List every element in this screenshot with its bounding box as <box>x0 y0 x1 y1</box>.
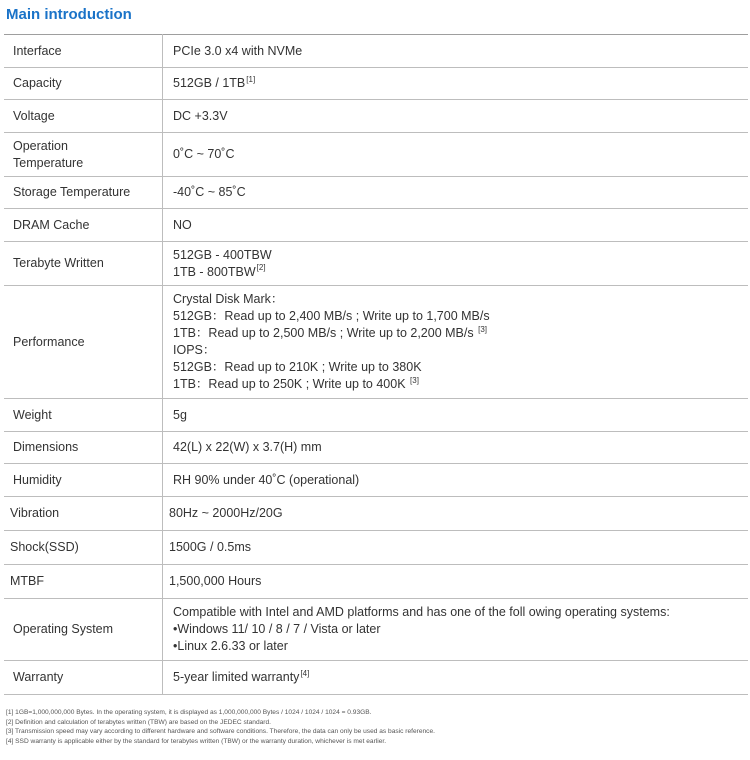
row-label: Warranty <box>4 661 163 695</box>
footnote-ref: [4] <box>300 668 310 678</box>
page-title: Main introduction <box>6 6 132 23</box>
value-line: IOPS： <box>173 343 216 357</box>
row-value: 1,500,000 Hours <box>163 565 749 599</box>
row-label: Interface <box>4 35 163 68</box>
row-value <box>163 68 749 100</box>
footnote-ref: [3] <box>410 375 419 385</box>
row-label: Vibration <box>4 497 163 531</box>
row-value: -40˚C ~ 85˚C <box>163 177 749 209</box>
table-row-operation-temperature <box>4 133 748 177</box>
row-value: 0˚C ~ 70˚C <box>163 133 749 177</box>
row-value: DC +3.3V <box>163 100 749 133</box>
row-label: Shock(SSD) <box>4 531 163 565</box>
value-text: 1TB：Read up to 2,500 MB/s ; Write up to 2,200 MB/s <box>173 326 474 340</box>
table-row-dimensions <box>4 432 748 464</box>
table-row-capacity <box>4 68 748 100</box>
table-row-shock <box>4 531 748 565</box>
table-row-voltage <box>4 100 748 133</box>
value-line: 512GB：Read up to 2,400 MB/s ; Write up to 1,700 MB/s <box>173 309 490 323</box>
table-row-performance <box>4 286 748 399</box>
table-row-mtbf <box>4 565 748 599</box>
row-label: Storage Temperature <box>4 177 163 209</box>
row-label: Capacity <box>4 68 163 100</box>
value-line: •Windows 11/ 10 / 8 / 7 / Vista or later <box>173 622 381 636</box>
footnote-ref: [2] <box>256 263 266 273</box>
footnote-4: [4] SSD warranty is applicable either by the standard for terabytes written (TBW) or the warranty duration, whichever is met earlier. <box>6 737 387 745</box>
footnote-1: [1] 1GB=1,000,000,000 Bytes. In the operating system, it is displayed as 1,000,000,000 Bytes / 1024 / 1024 / 1024 = 0.93GB. <box>6 709 372 716</box>
row-value: NO <box>163 209 749 242</box>
capacity-value: 512GB / 1TB <box>173 76 246 90</box>
spec-table <box>4 34 748 695</box>
value-line <box>173 376 747 393</box>
row-value <box>163 661 749 695</box>
row-label: Dimensions <box>4 432 163 464</box>
table-row-operating-system <box>4 599 748 661</box>
value-text: 1TB - 800TBW <box>173 264 256 279</box>
row-label: Performance <box>4 286 163 399</box>
label-line: Temperature <box>13 155 84 170</box>
row-value: RH 90% under 40˚C (operational) <box>163 464 749 497</box>
row-label: Weight <box>4 399 163 432</box>
footnote-3: [3] Transmission speed may vary according to different hardware and software conditions. Therefore, the data can only be used as basic reference. <box>6 728 435 735</box>
row-label: Voltage <box>4 100 163 133</box>
row-label: MTBF <box>4 565 163 599</box>
row-value: 80Hz ~ 2000Hz/20G <box>163 497 749 531</box>
row-value: 42(L) x 22(W) x 3.7(H) mm <box>163 432 749 464</box>
table-row-interface <box>4 35 748 68</box>
footnotes <box>6 708 435 746</box>
row-value <box>163 599 749 661</box>
row-value: 1500G / 0.5ms <box>163 531 749 565</box>
footnote-2: [2] Definition and calculation of terabytes written (TBW) are based on the JEDEC standard. <box>6 718 271 726</box>
value-line <box>173 325 747 342</box>
table-row-vibration <box>4 497 748 531</box>
footnote-ref: [3] <box>478 324 488 334</box>
value-line: •Linux 2.6.33 or later <box>173 639 288 653</box>
row-value: PCIe 3.0 x4 with NVMe <box>163 35 749 68</box>
value-line: 512GB - 400TBW <box>173 247 272 262</box>
value-line: Compatible with Intel and AMD platforms and has one of the foll owing operating systems: <box>173 605 670 619</box>
row-label: Humidity <box>4 464 163 497</box>
row-label: Operating System <box>4 599 163 661</box>
row-label: DRAM Cache <box>4 209 163 242</box>
row-label: Terabyte Written <box>4 242 163 286</box>
table-row-storage-temperature <box>4 177 748 209</box>
warranty-value: 5-year limited warranty <box>173 670 300 684</box>
table-row-humidity <box>4 464 748 497</box>
row-value: 5g <box>163 399 749 432</box>
table-row-weight <box>4 399 748 432</box>
value-line: 512GB：Read up to 210K ; Write up to 380K <box>173 360 422 374</box>
footnote-ref: [1] <box>246 74 256 84</box>
table-row-terabyte-written <box>4 242 748 286</box>
table-row-warranty <box>4 661 748 695</box>
row-value <box>163 286 749 399</box>
label-line: Operation <box>13 138 68 153</box>
value-line <box>173 264 747 281</box>
table-row-dram-cache <box>4 209 748 242</box>
value-line: Crystal Disk Mark： <box>173 292 284 306</box>
row-value <box>163 242 749 286</box>
row-label <box>4 133 163 177</box>
value-text: 1TB：Read up to 250K ; Write up to 400K <box>173 377 406 391</box>
